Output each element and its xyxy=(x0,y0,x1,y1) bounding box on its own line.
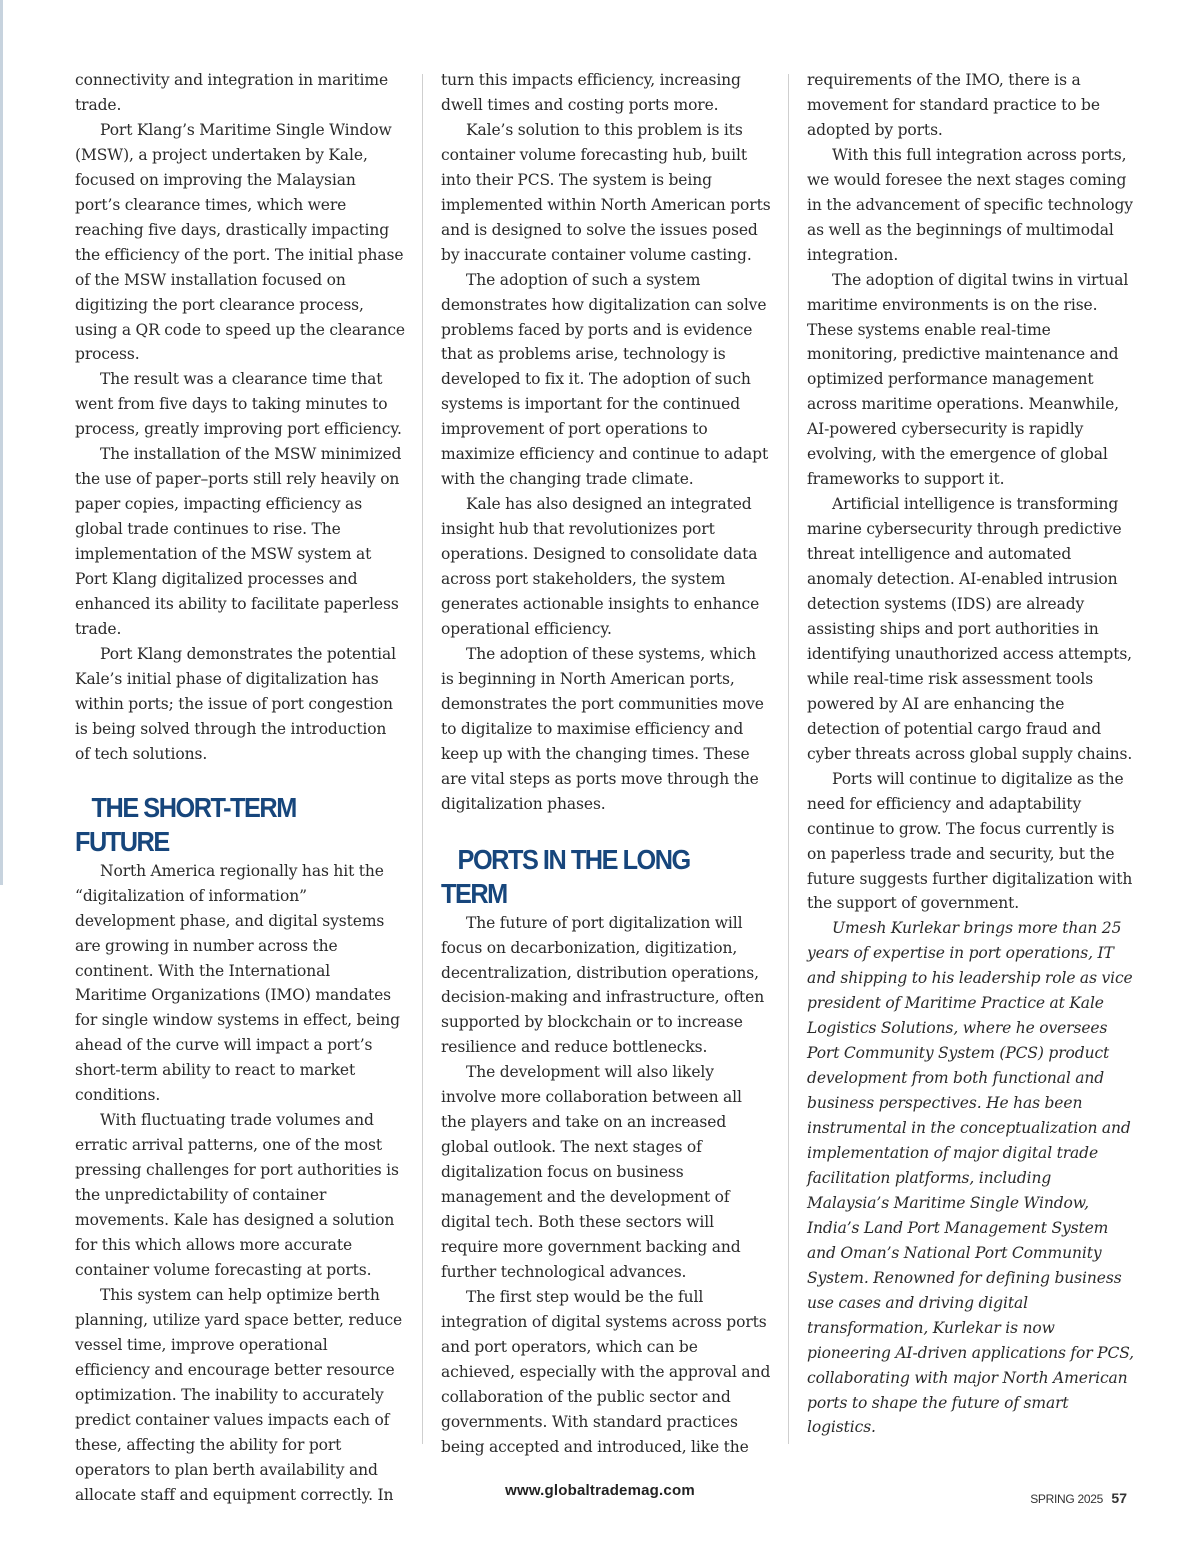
paragraph: The adoption of such a system demonstrates how digitalization can solve problems faced by ports and is evidence that as problems arise, technology is developed to fix it. The adoption of such systems is important for the continued improvement of port operations to maximize efficiency and continue to adapt with the changing trade climate. xyxy=(441,270,769,489)
paragraph: The adoption of digital twins in virtual maritime environments is on the rise. These systems enable real-time monitoring, predictive maintenance and optimized performance management across maritime operations. Meanwhile, AI-powered cybersecurity is rapidly evolving, with the emergence of global frameworks to support it. xyxy=(807,270,1129,489)
article-column-1 xyxy=(75,68,405,1507)
paragraph: connectivity and integration in maritime trade. xyxy=(75,71,389,114)
paragraph: North America regionally has hit the “digitalization of information” development phase, and digital systems are growing in number across the continent. With the International Maritime Organizations (IMO) mandates for single window systems in effect, being ahead of the curve will impact a port’s short-term ability to react to market conditions. xyxy=(75,861,400,1105)
paragraph: This system can help optimize berth planning, utilize yard space better, reduce vessel time, improve operational efficiency and encourage better resource optimization. The inability to accurately predict container values impacts each of these, affecting the ability for port operators to plan berth availability and allocate staff and equipment correctly. In xyxy=(75,1285,403,1504)
page-edge-strip xyxy=(0,0,3,885)
paragraph: With fluctuating trade volumes and erratic arrival patterns, one of the most pressing challenges for port authorities is the unpredictability of container movements. Kale has designed a solution for this which allows more accurate container volume forecasting at ports. xyxy=(75,1111,399,1279)
paragraph: Kale has also designed an integrated insight hub that revolutionizes port operations. Designed to consolidate data across port stakeholders, the system generates actionable insights to enhance operational efficiency. xyxy=(441,495,760,638)
paragraph: The future of port digitalization will focus on decarbonization, digitization, decentralization, distribution operations, decision-making and infrastructure, often supported by blockchain or to increase resilience and reduce bottlenecks. xyxy=(441,913,765,1057)
issue-label: SPRING 2025 xyxy=(1030,1492,1103,1506)
paragraph: Kale’s solution to this problem is its container volume forecasting hub, built into their PCS. The system is being implemented within North American ports and is designed to solve the issues posed by inaccurate container volume casting. xyxy=(441,120,771,264)
section-heading-ports-long-term: PORTS IN THE LONG TERM xyxy=(441,843,690,909)
column-divider xyxy=(788,74,789,1444)
article-column-3 xyxy=(807,68,1137,1440)
paragraph: Port Klang demonstrates the potential Kale’s initial phase of digitalization has within ports; the issue of port congestion is being solved through the introduction of tech solutions. xyxy=(75,644,396,763)
paragraph: The result was a clearance time that went from five days to taking minutes to process, greatly improving port efficiency. xyxy=(75,370,402,439)
footer-website-url: www.globaltrademag.com xyxy=(505,1482,695,1499)
paragraph: The development will also likely involve more collaboration between all the players and take on an increased global outlook. The next stages of digitalization focus on business management and the development of digital tech. Both these sectors will require more government backing and further technological advances. xyxy=(441,1063,742,1281)
author-bio: Umesh Kurlekar brings more than 25 years of expertise in port operations, IT and shipping to his leadership role as vice president of Maritime Practice at Kale Logistics Solutions, where he oversees Port Community System (PCS) product development from both functional and business perspectives. He has been instrumental in the conceptualization and implementation of major digital trade facilitation platforms, including Malaysia’s Maritime Single Window, India’s Land Port Management System and Oman’s National Port Community System. Renowned for defining business use cases and driving digital transformation, Kurlekar is now pioneering AI-driven applications for PCS, collaborating with major North American ports to shape the future of smart logistics. xyxy=(807,919,1135,1437)
paragraph: With this full integration across ports, we would foresee the next stages coming in the advancement of specific technology as well as the beginnings of multimodal integration. xyxy=(807,145,1133,264)
page-folio xyxy=(1030,1490,1127,1508)
paragraph: Port Klang’s Maritime Single Window (MSW), a project undertaken by Kale, focused on improving the Malaysian port’s clearance times, which were reaching five days, drastically impacting the efficiency of the port. The initial phase of the MSW installation focused on digitizing the port clearance process, using a QR code to speed up the clearance process. xyxy=(75,120,405,364)
paragraph: Artificial intelligence is transforming marine cybersecurity through predictive threat intelligence and automated anomaly detection. AI-enabled intrusion detection systems (IDS) are already assisting ships and port authorities in identifying unauthorized access attempts, while real-time risk assessment tools powered by AI are enhancing the detection of potential cargo fraud and cyber threats across global supply chains. xyxy=(807,495,1133,763)
paragraph: turn this impacts efficiency, increasing dwell times and costing ports more. xyxy=(441,71,741,114)
paragraph: The installation of the MSW minimized the use of paper–ports still rely heavily on paper copies, impacting efficiency as global trade continues to rise. The implementation of the MSW system at Port Klang digitalized processes and enhanced its ability to facilitate paperless trade. xyxy=(75,445,402,638)
section-heading-short-term-future: THE SHORT-TERM FUTURE xyxy=(75,791,296,857)
paragraph: The adoption of these systems, which is beginning in North American ports, demonstrates the port communities move to digitalize to maximise efficiency and keep up with the changing times. These are vital steps as ports move through the digitalization phases. xyxy=(441,644,764,813)
column-divider xyxy=(422,74,423,1444)
paragraph: Ports will continue to digitalize as the need for efficiency and adaptability continue to grow. The focus currently is on paperless trade and security, but the future suggests further digitalization with the support of government. xyxy=(807,769,1133,913)
article-column-2 xyxy=(441,68,771,1460)
page-number: 57 xyxy=(1111,1490,1127,1506)
paragraph: requirements of the IMO, there is a movement for standard practice to be adopted by ports. xyxy=(807,71,1100,139)
paragraph: The first step would be the full integration of digital systems across ports and port operators, which can be achieved, especially with the approval and collaboration of the public sector and governments. With standard practices being accepted and introduced, like the xyxy=(441,1287,771,1456)
